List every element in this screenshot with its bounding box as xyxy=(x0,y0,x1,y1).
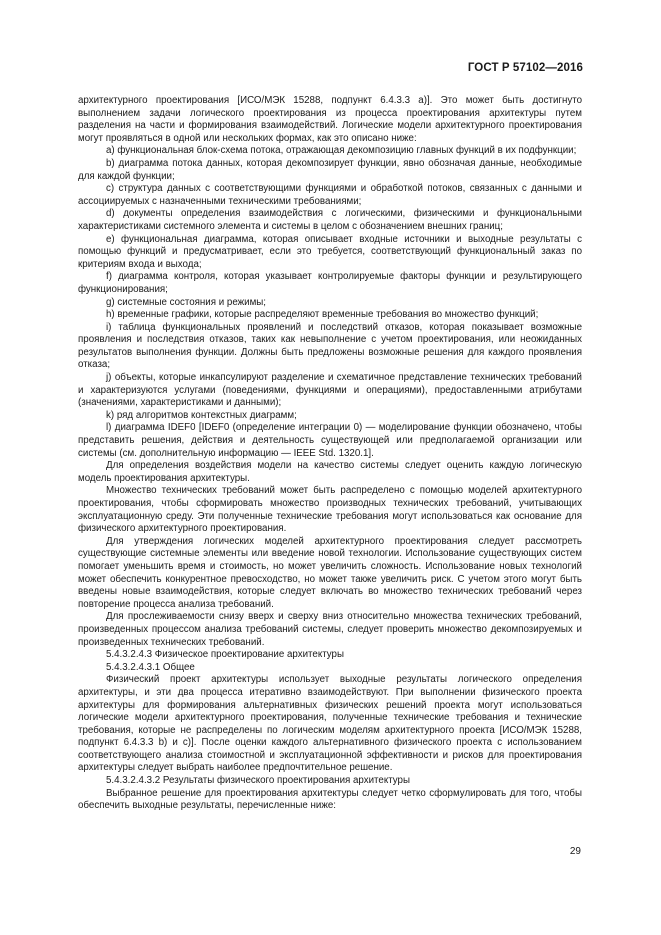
list-item-c: c) структура данных с соответствующими функциями и обработкой потоков, связанных с данными и ассоциируемых с назначенными техническими требованиями; xyxy=(78,183,582,207)
paragraph: Физический проект архитектуры использует выходные результаты логического определения архитектуры, и эти два процесса итеративно взаимодействуют. При выполнении физического проекта архитектуры для формирования альтернативных физических решений проекта могут использоваться логические модели архитектурного проектирования, полученные технические требования и технические требования, которые не распределены по логическим моделям архитектурного проекта [ИСО/МЭК 15288, подпункт 6.4.3.3 b) и c)]. После оценки каждого альтернативного физического проекта с использованием соответствующего анализа стоимостной и эксплуатационной эффективности и рисков для проектирования архитектуры следует выбрать наиболее предпочтительное решение. xyxy=(78,674,582,774)
body-text xyxy=(78,95,582,813)
list-item-e: e) функциональная диаграмма, которая описывает входные источники и выходные результаты с помощью функций и предусматривает, если это требуется, соответствующий функциональный заказ по критериям входа и выхода; xyxy=(78,233,582,270)
list-item-a: a) функциональная блок-схема потока, отражающая декомпозицию главных функций в их подфункции; xyxy=(106,145,577,157)
standard-code-header: ГОСТ Р 57102—2016 xyxy=(467,62,583,74)
section-heading: 5.4.3.2.4.3 Физическое проектирование архитектуры xyxy=(106,649,344,661)
subsection-heading: 5.4.3.2.4.3.2 Результаты физического проектирования архитектуры xyxy=(106,775,410,787)
list-item-b: b) диаграмма потока данных, которая декомпозирует функции, явно обозначая данные, необходимые для каждой функции; xyxy=(78,157,582,182)
list-item-f: f) диаграмма контроля, которая указывает контролируемые факторы функции и результирующего функционирования; xyxy=(78,271,582,295)
list-item-i: i) таблица функциональных проявлений и последствий отказов, которая показывает возможные проявления и последствия отказов, таких как невыполнение с учетом проектирования, или неожиданных результатов выполнения функции. Должны быть предложены возможные решения для каждого проявления отказа; xyxy=(78,321,582,371)
paragraph: Для определения воздействия модели на качество системы следует оценить каждую логическую модель проектирования архитектуры. xyxy=(78,460,582,484)
paragraph: Для утверждения логических моделей архитектурного проектирования следует рассмотреть существующие системные элементы или введение новой технологии. Использование существующих систем помогает уменьшить время и стоимость, но может увеличить сложность. Использование новых технологий может обеспечить конкурентное превосходство, но может также увеличить риск. С учетом этого могут быть введены новые взаимодействия, которые следует включать во множество технических требований через повторение процесса анализа требований. xyxy=(78,535,582,610)
paragraph: архитектурного проектирования [ИСО/МЭК 15288, подпункт 6.4.3.3 а)]. Это может быть достигнуто выполнением задачи логического проектирования из процесса проектирования архитектуры путем разделения на части и формирования взаимодействий. Логические модели архитектурного проектирования могут проявляться в одной или нескольких формах, как это описано ниже: xyxy=(78,95,582,144)
subsection-heading: 5.4.3.2.4.3.1 Общее xyxy=(106,661,195,673)
paragraph: Множество технических требований может быть распределено с помощью моделей архитектурного проектирования, чтобы сформировать множество производных технических требований, учитывающих эксплуатационную среду. Эти полученные технические требования могут использоваться как основание для физического архитектурного проектирования. xyxy=(78,485,582,535)
paragraph: Для прослеживаемости снизу вверх и сверху вниз относительно множества технических требований, произведенных процессом анализа требований системы, следует проверить множество декомпозируемых и произведенных технических требований. xyxy=(78,611,582,648)
list-item-g: g) системные состояния и режимы; xyxy=(106,296,267,308)
list-item-k: k) ряд алгоритмов контекстных диаграмм; xyxy=(106,409,297,421)
list-item-l: l) диаграмма IDEF0 [IDEF0 (определение интеграции 0) — моделирование функции обозначено, чтобы представить решения, действия и деятельность существующей или предполагаемой организации или системы (см. дополнительную информацию — IEEE Std. 1320.1]. xyxy=(78,422,582,459)
list-item-j: j) объекты, которые инкапсулируют разделение и схематичное представление технических требований и характеризуются услугами (поведениями, функциями и операциями), предоставленными атрибутами (значениями, характеристиками и данными); xyxy=(78,372,582,409)
list-item-h: h) временные графики, которые распределяют временные требования во множество функций; xyxy=(106,309,539,321)
list-item-d: d) документы определения взаимодействия с логическими, физическими и функциональными характеристиками системного элемента и системы в целом с обозначением внешних границ; xyxy=(78,208,582,232)
page-number: 29 xyxy=(569,846,581,857)
paragraph: Выбранное решение для проектирования архитектуры следует четко сформулировать для того, чтобы обеспечить выходные результаты, перечисленные ниже: xyxy=(78,787,582,812)
